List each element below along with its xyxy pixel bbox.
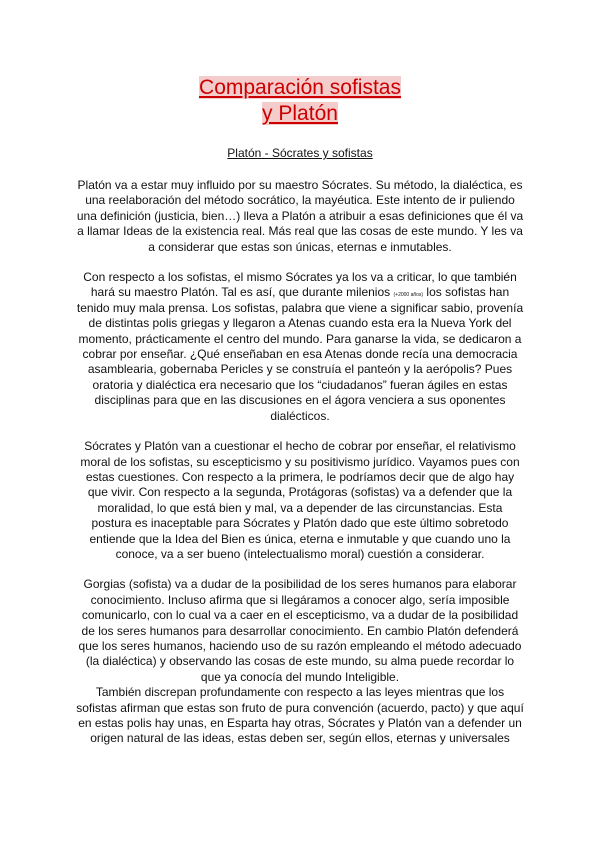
paragraph-4: Gorgias (sofista) va a dudar de la posibilidad de los seres humanos para elaborar conocimiento. Incluso afirma que si llegáramos a conocer algo, sería imposible comunicarlo, con lo cual va a caer en el escepticismo, va a dudar de la posibilidad de los seres humanos para desarrollar conocimiento. En cambio Platón defenderá que los seres humanos, haciendo uso de su razón empleando el método adecuado (la dialéctica) y observando las cosas de este mundo, su alma puede recordar lo que ya conocía del mundo Inteligible. <box>78 577 522 684</box>
title-line-1: Comparación sofistas <box>199 76 401 99</box>
section-subtitle: Platón - Sócrates y sofistas <box>227 146 373 160</box>
paragraph-2 <box>76 270 524 424</box>
paragraph-5: También discrepan profundamente con respecto a las leyes mientras que los sofistas afirman que estas son fruto de pura convención (acuerdo, pacto) y que aquí en estas polis hay unas, en Esparta hay otras, Sócrates y Platón van a defender un origen natural de las ideas, estas deben ser, según ellos, eternas y universales <box>76 685 524 746</box>
paragraph-1: Platón va a estar muy influido por su maestro Sócrates. Su método, la dialéctica, es una reelaboración del método socrático, la mayéutica. Este intento de ir puliendo una definición (justicia, bien…) lleva a Platón a atribuir a esas definiciones que él va a llamar Ideas de la existencia real. Más real que las cosas de este mundo. Y les va a considerar que estas son únicas, eternas e inmutables. <box>76 178 524 254</box>
paragraph-3: Sócrates y Platón van a cuestionar el hecho de cobrar por enseñar, el relativismo moral de los sofistas, su escepticismo y su positivismo jurídico. Vayamos pues con estas cuestiones. Con respecto a la primera, le podríamos decir que de algo hay que vivir. Con respecto a la segunda, Protágoras (sofistas) va a defender que la moralidad, lo que está bien y mal, va a depender de las circunstancias. Esta postura es inaceptable para Sócrates y Platón dado que este último sobretodo entiende que la Idea del Bien es única, eterna e inmutable y que cuando uno la conoce, va a ser bueno (intelectualismo moral) cuestión a considerar. <box>80 439 520 561</box>
paragraph-2-text-a: Con respecto a los sofistas, el mismo Sócrates ya los va a criticar, lo que también hará su maestro Platón. Tal es así, que durante milenios <box>83 270 517 300</box>
document-body <box>76 178 524 747</box>
paragraph-2-text-b: los sofistas han tenido muy mala prensa. Los sofistas, palabra que viene a significar sabio, provenía de distintas polis griegas y llegaron a Atenas cuando esta era la Nueva York del momento, prácticamente el centro del mundo. Para ganarse la vida, se dedicaron a cobrar por enseñar. ¿Qué enseñaban en esa Atenas donde recía una democracia asamblearia, gobernaba Pericles y se construía el panteón y la aerópolis? Pues oratoria y dialéctica era necesario que los “ciudadanos” fueran ágiles en estas disciplinas para que en las discusiones en el ágora venciera a sus oponentes dialécticos. <box>76 285 524 423</box>
paragraph-2-note: (+2000 años) <box>393 292 424 299</box>
document-title <box>0 0 600 127</box>
title-line-2: y Platón <box>262 102 338 125</box>
